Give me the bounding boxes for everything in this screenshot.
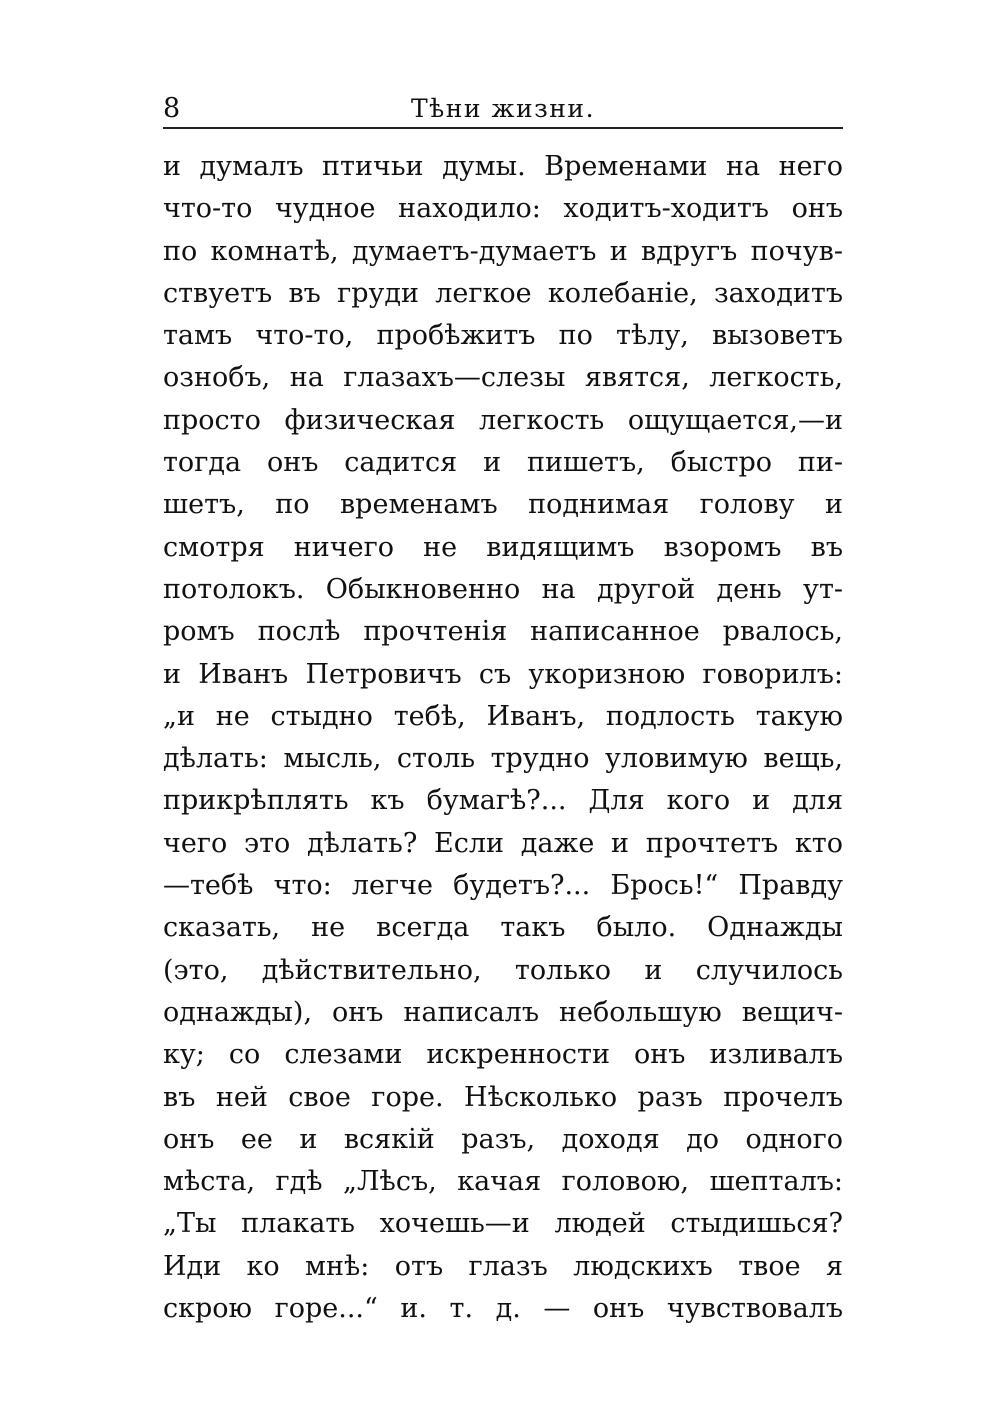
text-line: „Ты плакать хочешь—и людей стыдишься?	[163, 1208, 843, 1240]
text-line: ознобъ, на глазахъ—слезы явятся, легкость,	[163, 362, 843, 394]
text-line: тогда онъ садится и пишетъ, быстро пи-	[163, 447, 843, 479]
text-line: ку; со слезами искренности онъ изливалъ	[163, 1039, 843, 1071]
text-line: онъ ее и всякій разъ, доходя до одного	[163, 1123, 843, 1155]
text-line: просто физическая легкость ощущается,—и	[163, 404, 843, 436]
text-line: Иди ко мнѣ: отъ глазъ людскихъ твое я	[163, 1250, 843, 1282]
running-title: Тѣни жизни.	[410, 94, 596, 123]
text-line: тамъ что-то, пробѣжитъ по тѣлу, вызоветъ	[163, 320, 843, 352]
text-line: мѣста, гдѣ „Лѣсъ, качая головою, шепталъ:	[163, 1166, 843, 1198]
text-line: въ ней свое горе. Нѣсколько разъ прочелъ	[163, 1081, 843, 1113]
text-line: прикрѣплять къ бумагѣ?... Для кого и для	[163, 785, 843, 817]
text-line: однажды), онъ написалъ небольшую вещич-	[163, 996, 843, 1028]
body-text	[163, 146, 843, 1330]
text-line: ствуетъ въ груди легкое колебаніе, заходитъ	[163, 277, 843, 309]
text-line: и Иванъ Петровичъ съ укоризною говорилъ:	[163, 658, 843, 690]
text-line: и думалъ птичьи думы. Временами на него	[163, 151, 843, 182]
text-line: скрою горе...“ и. т. д. — онъ чувствовалъ	[163, 1293, 843, 1325]
text-line: смотря ничего не видящимъ взоромъ въ	[163, 531, 843, 563]
text-line: шетъ, по временамъ поднимая голову и	[163, 489, 843, 521]
page-header	[163, 92, 843, 126]
text-line: —тебѣ что: легче будетъ?... Брось!“ Правду	[163, 870, 843, 902]
text-line: по комнатѣ, думаетъ-думаетъ и вдругъ почув-	[163, 235, 843, 267]
text-line: чего это дѣлать? Если даже и прочтетъ кто	[163, 827, 843, 859]
text-line: (это, дѣйствительно, только и случилось	[163, 954, 843, 986]
text-line: сказать, не всегда такъ было. Однажды	[163, 912, 843, 944]
text-line: дѣлать: мысль, столь трудно уловимую вещь,	[163, 743, 843, 775]
text-line: что-то чудное находило: ходитъ-ходитъ онъ	[163, 193, 843, 225]
page-number: 8	[163, 93, 181, 124]
text-line: „и не стыдно тебѣ, Иванъ, подлость такую	[163, 700, 843, 732]
text-line: потолокъ. Обыкновенно на другой день ут-	[163, 573, 843, 605]
text-line: ромъ послѣ прочтенія написанное рвалось,	[163, 616, 843, 648]
header-rule	[163, 127, 843, 129]
